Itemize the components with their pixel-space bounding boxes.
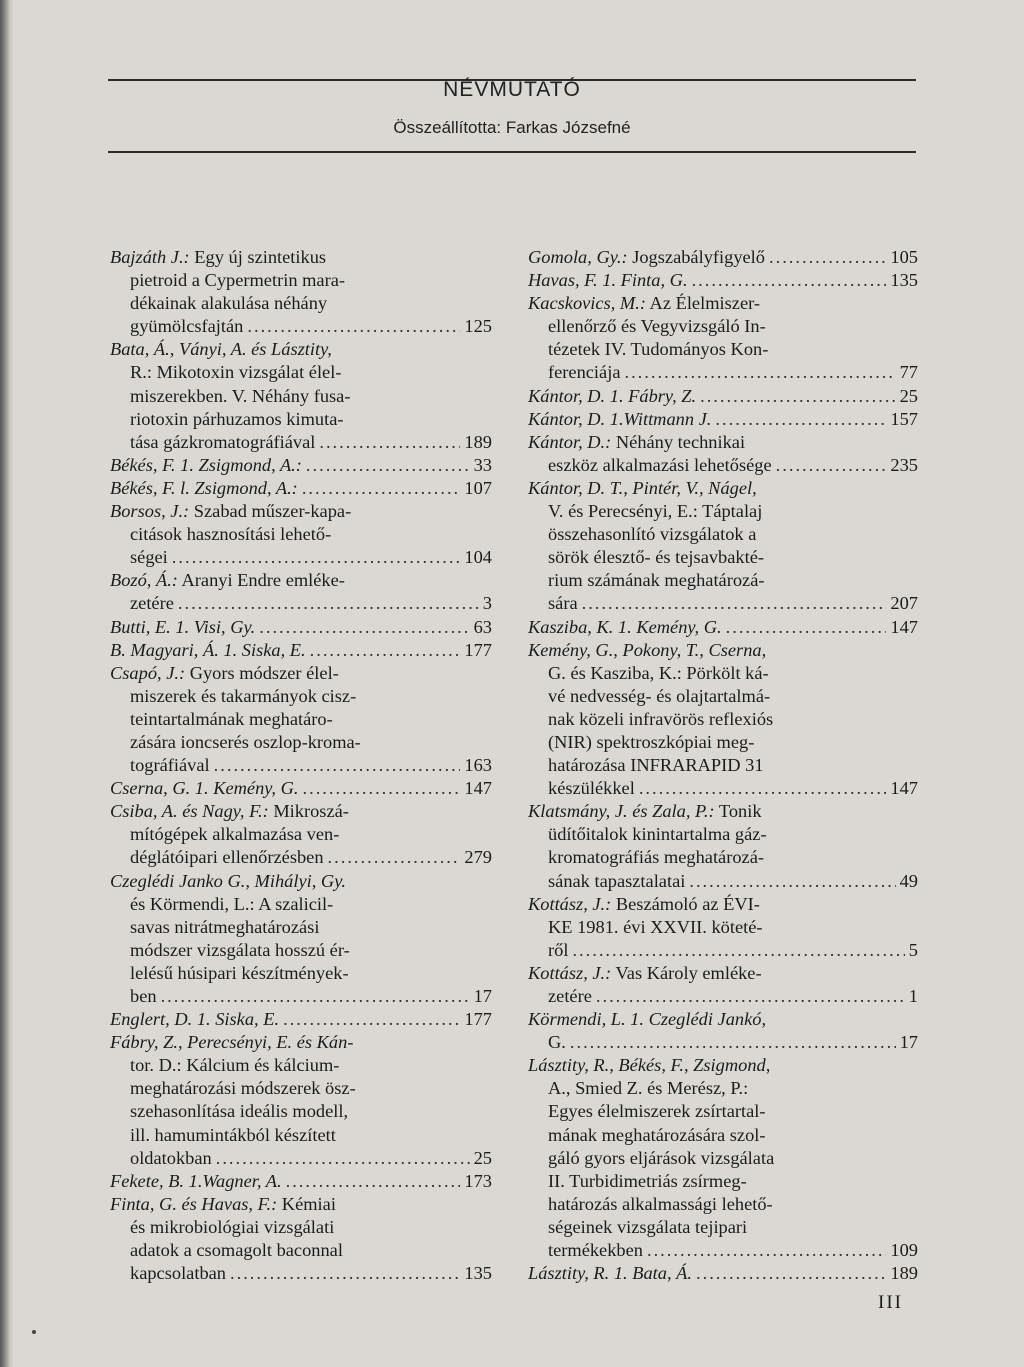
page-number: 279 [464, 847, 492, 868]
dot-leader [230, 1262, 460, 1285]
entry-final-line [110, 846, 492, 869]
entry-line [110, 1031, 492, 1054]
page-number: 189 [890, 1263, 918, 1284]
dot-leader [302, 477, 461, 500]
dot-leader [639, 777, 887, 800]
page-number: 17 [899, 1032, 918, 1053]
entry-text: Fekete, B. 1.Wagner, A. [110, 1170, 282, 1191]
entry-text: eszköz alkalmazási lehetősége [548, 454, 772, 475]
entry-text: Fábry, Z., Perecsényi, E. és Kán- [110, 1032, 354, 1053]
page-title: NÉVMUTATÓ [443, 78, 581, 101]
entry-text: tográfiával [130, 755, 210, 776]
entry-text: Kántor, D. 1. Fábry, Z. [528, 385, 697, 406]
entry-line [110, 708, 492, 731]
dot-leader [700, 385, 896, 408]
entry-line [110, 731, 492, 754]
entry-text: KE 1981. évi XXVII. köteté- [548, 916, 763, 937]
entry-line [528, 639, 918, 662]
entry-line [528, 523, 918, 546]
entry-line [528, 1100, 918, 1123]
dot-leader [306, 454, 470, 477]
entry-text: adatok a csomagolt baconnal [130, 1240, 343, 1261]
index-entry [528, 1262, 918, 1285]
index-entry [528, 431, 918, 477]
entry-line [110, 269, 492, 292]
entry-text: vé nedvesség- és olajtartalmá- [548, 685, 771, 706]
entry-line [110, 408, 492, 431]
dot-leader [286, 1170, 461, 1193]
dot-leader [172, 546, 461, 569]
entry-line [528, 1008, 918, 1031]
entry-line [528, 893, 918, 916]
entry-text: tása gázkromatográfiával [130, 431, 316, 452]
dot-leader [596, 985, 905, 1008]
entry-text: ben [130, 986, 157, 1006]
page-number: 109 [890, 1240, 918, 1261]
index-entry [110, 500, 492, 569]
entry-text: riotoxin párhuzamos kimuta- [130, 408, 344, 429]
entry-line [528, 338, 918, 361]
entry-final-line [110, 1147, 492, 1170]
dot-leader [216, 1147, 470, 1170]
entry-text: ill. hamumintákból készített [130, 1124, 336, 1145]
index-column-right [528, 246, 918, 1285]
page-number: 163 [464, 755, 492, 776]
entry-text: Kántor, D. T., Pintér, V., Nágel, [528, 477, 757, 498]
entry-line [528, 823, 918, 846]
index-entry [528, 800, 918, 892]
entry-text: Gomola, Gy.: Jogszabályfigyelő [528, 247, 765, 267]
entry-text: (NIR) spektroszkópiai meg- [548, 731, 755, 752]
entry-text: Klatsmány, J. és Zala, P.: Tonik [528, 801, 762, 822]
index-entry [110, 477, 492, 500]
entry-final-line [528, 246, 918, 269]
entry-text: Kacskovics, M.: Az Élelmiszer- [528, 293, 760, 314]
entry-text: sának tapasztalatai [548, 870, 686, 891]
entry-line [528, 1216, 918, 1239]
dot-leader [776, 454, 887, 477]
entry-final-line [528, 592, 918, 615]
entry-text: ségeinek vizsgálata tejipari [548, 1216, 748, 1237]
index-entry [110, 616, 492, 639]
entry-text: ről [548, 939, 569, 960]
dot-leader [283, 1008, 460, 1031]
page-number: 1 [908, 986, 918, 1006]
index-entry [110, 800, 492, 869]
page-number: 107 [464, 477, 492, 498]
entry-text: Butti, E. 1. Visi, Gy. [110, 616, 256, 637]
entry-text: Englert, D. 1. Siska, E. [110, 1009, 280, 1030]
entry-text: Czeglédi Janko G., Mihályi, Gy. [110, 870, 346, 891]
page-subtitle: Összeállította: Farkas Józsefné [393, 118, 631, 137]
page-number: 135 [464, 1263, 492, 1284]
index-entry [110, 338, 492, 453]
dot-leader [259, 616, 469, 639]
index-entry [528, 477, 918, 616]
entry-final-line [110, 315, 492, 338]
entry-text: Egyes élelmiszerek zsírtartal- [548, 1101, 766, 1122]
entry-text: meghatározási módszerek ösz- [130, 1078, 356, 1099]
dot-leader [696, 1262, 886, 1285]
entry-text: Körmendi, L. 1. Czeglédi Jankó, [528, 1009, 767, 1030]
page-number: 147 [890, 616, 918, 637]
dot-leader [319, 431, 460, 454]
entry-line [528, 546, 918, 569]
entry-text: zetére [548, 986, 592, 1006]
entry-text: Bozó, Á.: Aranyi Endre emléke- [110, 570, 345, 591]
dot-leader [715, 408, 886, 431]
dot-leader [689, 870, 895, 893]
entry-line [110, 292, 492, 315]
entry-text: kapcsolatban [130, 1263, 227, 1284]
entry-line [110, 361, 492, 384]
index-entry [528, 408, 918, 431]
entry-text: készülékkel [548, 778, 635, 799]
page-number: 207 [890, 593, 918, 614]
entry-line [110, 823, 492, 846]
entry-text: tor. D.: Kálcium és kálcium- [130, 1055, 340, 1076]
entry-text: ellenőrző és Vegyvizsgáló In- [548, 316, 766, 337]
entry-text: citások hasznosítási lehető- [130, 524, 332, 545]
page-folio: III [878, 1292, 903, 1313]
entry-line [528, 1147, 918, 1170]
entry-text: Csiba, A. és Nagy, F.: Mikroszá- [110, 801, 349, 822]
entry-text: lelésű húsipari készítmények- [130, 962, 349, 983]
entry-final-line [528, 454, 918, 477]
dot-leader [570, 1031, 896, 1054]
entry-text: Finta, G. és Havas, F.: Kémiai [110, 1193, 336, 1214]
entry-text: határozása INFRARAPID 31 [548, 755, 764, 776]
entry-line [110, 1124, 492, 1147]
entry-text: G. [548, 1032, 566, 1053]
entry-final-line [110, 431, 492, 454]
entry-text: sára [548, 593, 578, 614]
entry-text: teintartalmának meghatáro- [130, 708, 333, 729]
entry-line [110, 800, 492, 823]
index-entry [110, 569, 492, 615]
entry-line [110, 1193, 492, 1216]
entry-final-line [528, 408, 918, 431]
dot-leader [582, 592, 887, 615]
entry-final-line [528, 616, 918, 639]
index-column-left [110, 246, 492, 1285]
entry-line [528, 685, 918, 708]
entry-final-line [528, 361, 918, 384]
entry-final-line [110, 1170, 492, 1193]
dot-leader [572, 939, 904, 962]
entry-final-line [528, 385, 918, 408]
entry-line [110, 1216, 492, 1239]
entry-final-line [528, 269, 918, 292]
entry-line [110, 870, 492, 893]
entry-text: Cserna, G. 1. Kemény, G. [110, 778, 299, 799]
page-number: 189 [464, 431, 492, 452]
page-number: 63 [473, 616, 492, 637]
entry-text: zására ioncserés oszlop-kroma- [130, 731, 361, 752]
entry-text: és Körmendi, L.: A szalicil- [130, 893, 334, 914]
entry-final-line [528, 1239, 918, 1262]
scan-edge [0, 0, 14, 1367]
entry-text: dékainak alakulása néhány [130, 293, 328, 314]
dot-leader [624, 361, 895, 384]
entry-text: gyümölcsfajtán [130, 316, 244, 337]
entry-text: sörök élesztő- és tejsavbakté- [548, 547, 765, 568]
entry-final-line [110, 985, 492, 1008]
entry-line [528, 1124, 918, 1147]
index-entry [528, 269, 918, 292]
entry-final-line [528, 1262, 918, 1285]
entry-final-line [528, 985, 918, 1008]
page-number: 5 [908, 939, 918, 960]
entry-final-line [528, 870, 918, 893]
index-entry [528, 246, 918, 269]
entry-line [110, 1239, 492, 1262]
entry-line [528, 1077, 918, 1100]
entry-line [110, 246, 492, 269]
entry-text: összehasonlító vizsgálatok a [548, 524, 757, 545]
entry-line [528, 731, 918, 754]
dot-leader [161, 985, 470, 1008]
page-number: 177 [464, 1009, 492, 1030]
entry-line [110, 962, 492, 985]
index-entry [528, 616, 918, 639]
entry-text: Kasziba, K. 1. Kemény, G. [528, 616, 722, 637]
page-number: 147 [890, 778, 918, 799]
entry-line [528, 754, 918, 777]
index-entry [528, 962, 918, 1008]
page-number: 157 [890, 408, 918, 429]
page-number: 235 [890, 454, 918, 475]
entry-line [528, 1170, 918, 1193]
entry-text: Lásztity, R. 1. Bata, Á. [528, 1263, 692, 1284]
index-entry [528, 385, 918, 408]
page-number: 17 [473, 986, 492, 1006]
entry-final-line [110, 546, 492, 569]
entry-line [110, 916, 492, 939]
entry-line [528, 708, 918, 731]
dot-leader [310, 639, 461, 662]
entry-text: oldatokban [130, 1147, 212, 1168]
entry-final-line [110, 1262, 492, 1285]
entry-text: miszerekben. V. Néhány fusa- [130, 385, 351, 406]
entry-line [110, 385, 492, 408]
entry-line [110, 939, 492, 962]
entry-text: déglátóipari ellenőrzésben [130, 847, 324, 868]
page-number: 125 [464, 316, 492, 337]
entry-line [528, 662, 918, 685]
entry-text: miszerek és takarmányok cisz- [130, 685, 357, 706]
dot-leader [692, 269, 887, 292]
entry-line [528, 477, 918, 500]
page-number: 135 [890, 270, 918, 291]
entry-text: termékekben [548, 1240, 643, 1261]
entry-line [528, 846, 918, 869]
page-number: 25 [473, 1147, 492, 1168]
dot-leader [647, 1239, 886, 1262]
index-entry [110, 1031, 492, 1170]
index-entry [528, 1054, 918, 1262]
entry-final-line [528, 1031, 918, 1054]
entry-text: Kemény, G., Pokony, T., Cserna, [528, 639, 767, 660]
entry-text: A., Smied Z. és Merész, P.: [548, 1078, 749, 1099]
entry-text: Borsos, J.: Szabad műszer-kapa- [110, 501, 352, 522]
entry-line [528, 962, 918, 985]
entry-final-line [110, 1008, 492, 1031]
dot-leader [214, 754, 461, 777]
entry-line [110, 523, 492, 546]
entry-text: savas nitrátmeghatározási [130, 916, 320, 937]
entry-final-line [110, 754, 492, 777]
dot-leader [303, 777, 461, 800]
scan-mark [32, 1330, 36, 1334]
entry-final-line [110, 616, 492, 639]
entry-text: pietroid a Cypermetrin mara- [130, 270, 345, 291]
entry-text: II. Turbidimetriás zsírmeg- [548, 1170, 747, 1191]
entry-text: tézetek IV. Tudományos Kon- [548, 339, 769, 360]
dot-leader [769, 246, 886, 269]
entry-text: üdítőitalok kinintartalma gáz- [548, 824, 767, 845]
entry-final-line [110, 454, 492, 477]
index-entry [528, 893, 918, 962]
dot-leader [178, 592, 479, 615]
entry-text: Bata, Á., Ványi, A. és Lásztity, [110, 339, 332, 360]
dot-leader [726, 616, 887, 639]
entry-line [528, 1054, 918, 1077]
page-number: 177 [464, 639, 492, 660]
entry-line [528, 431, 918, 454]
entry-text: módszer vizsgálata hosszú ér- [130, 939, 350, 960]
index-entry [110, 246, 492, 338]
entry-line [110, 685, 492, 708]
entry-line [110, 338, 492, 361]
index-entry [110, 1008, 492, 1031]
entry-line [110, 1077, 492, 1100]
entry-final-line [110, 592, 492, 615]
index-entry [110, 870, 492, 1009]
page-number: 3 [482, 593, 492, 614]
index-entry [528, 1008, 918, 1054]
entry-text: B. Magyari, Á. 1. Siska, E. [110, 639, 306, 660]
index-entry [110, 662, 492, 777]
entry-line [110, 662, 492, 685]
dot-leader [328, 846, 461, 869]
entry-line [528, 916, 918, 939]
entry-final-line [110, 477, 492, 500]
entry-text: Kottász, J.: Beszámoló az ÉVI- [528, 893, 760, 914]
page-number: 173 [464, 1170, 492, 1191]
entry-text: R.: Mikotoxin vizsgálat élel- [130, 362, 342, 383]
entry-line [110, 569, 492, 592]
entry-line [528, 292, 918, 315]
index-entry [528, 639, 918, 801]
entry-text: nak közeli infravörös reflexiós [548, 708, 774, 729]
entry-text: Békés, F. 1. Zsigmond, A.: [110, 454, 302, 475]
entry-line [110, 1100, 492, 1123]
entry-line [110, 893, 492, 916]
entry-final-line [110, 639, 492, 662]
page-number: 33 [473, 454, 492, 475]
entry-text: Bajzáth J.: Egy új szintetikus [110, 247, 327, 267]
entry-text: rium számának meghatározá- [548, 570, 765, 591]
header-rule-bottom [108, 151, 916, 153]
entry-text: ferenciája [548, 362, 621, 383]
entry-line [528, 1193, 918, 1216]
entry-text: G. és Kasziba, K.: Pörkölt ká- [548, 662, 769, 683]
entry-line [110, 1054, 492, 1077]
entry-final-line [110, 777, 492, 800]
entry-text: Kántor, D. 1.Wittmann J. [528, 408, 712, 429]
entry-text: kromatográfiás meghatározá- [548, 847, 764, 868]
entry-text: Havas, F. 1. Finta, G. [528, 270, 688, 291]
entry-text: határozás alkalmassági lehető- [548, 1193, 773, 1214]
index-entry [110, 1193, 492, 1285]
page-number: 105 [890, 247, 918, 267]
page-number: 25 [899, 385, 918, 406]
entry-text: Csapó, J.: Gyors módszer élel- [110, 662, 339, 683]
index-entry [110, 454, 492, 477]
page-number: 49 [899, 870, 918, 891]
entry-text: Kottász, J.: Vas Károly emléke- [528, 962, 762, 983]
index-entry [110, 639, 492, 662]
page-number: 104 [464, 547, 492, 568]
entry-line [528, 569, 918, 592]
entry-text: ségei [130, 547, 168, 568]
entry-text: szehasonlítása ideális modell, [130, 1101, 349, 1122]
entry-line [528, 315, 918, 338]
entry-final-line [528, 939, 918, 962]
entry-text: Kántor, D.: Néhány technikai [528, 431, 746, 452]
index-entry [528, 292, 918, 384]
entry-line [528, 500, 918, 523]
entry-text: mítógépek alkalmazása ven- [130, 824, 340, 845]
dot-leader [247, 315, 460, 338]
entry-text: Lásztity, R., Békés, F., Zsigmond, [528, 1055, 771, 1076]
entry-text: gáló gyors eljárások vizsgálata [548, 1147, 775, 1168]
page-number: 147 [464, 778, 492, 799]
entry-line [528, 800, 918, 823]
entry-final-line [528, 777, 918, 800]
index-entry [110, 1170, 492, 1193]
entry-text: és mikrobiológiai vizsgálati [130, 1216, 335, 1237]
entry-text: V. és Perecsényi, E.: Táptalaj [548, 501, 763, 522]
entry-text: zetére [130, 593, 174, 614]
entry-text: Békés, F. l. Zsigmond, A.: [110, 477, 298, 498]
index-entry [110, 777, 492, 800]
page-number: 77 [899, 362, 918, 383]
entry-line [110, 500, 492, 523]
entry-text: mának meghatározására szol- [548, 1124, 766, 1145]
